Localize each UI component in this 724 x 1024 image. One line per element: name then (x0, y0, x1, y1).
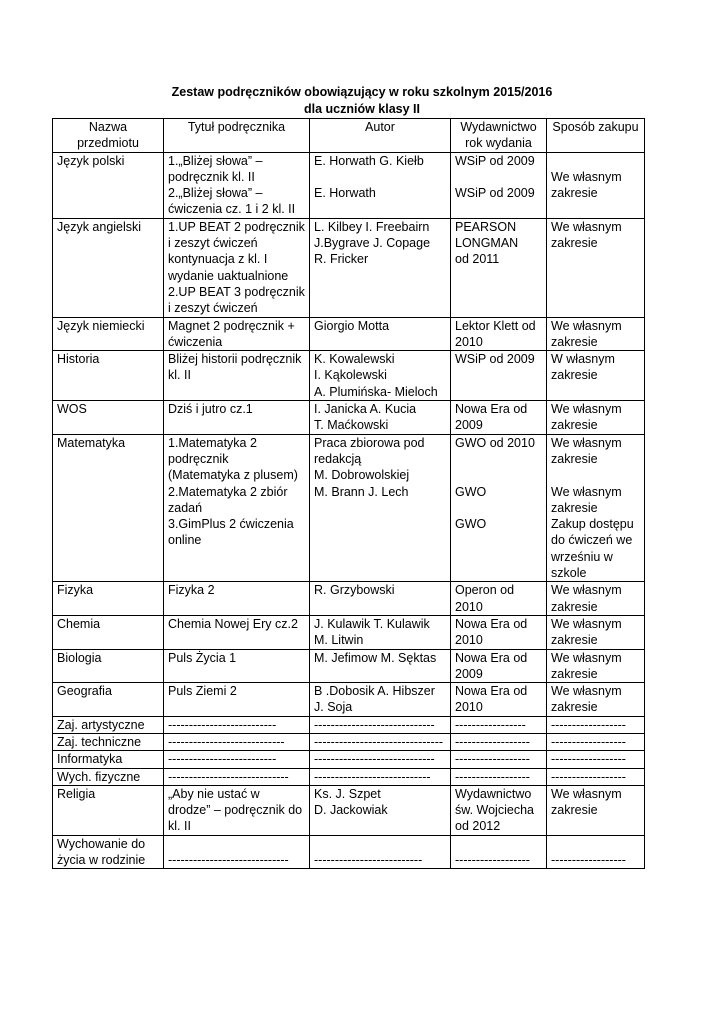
cell-line: WSiP od 2009 (455, 153, 535, 168)
cell-line: Nazwa (88, 120, 128, 134)
cell-line: online (168, 533, 202, 548)
header-publisher (451, 119, 547, 153)
cell-line: E. Horwath G. Kiełb (314, 153, 424, 168)
cell-purchase (547, 683, 645, 717)
cell-line: zakresie (551, 700, 598, 715)
cell-line: Matematyka (57, 435, 126, 450)
cell-line: Nowa Era od (455, 650, 528, 665)
cell-line: We własnym (551, 169, 622, 184)
cell-line: ------------------ (455, 752, 530, 767)
cell-line: rok wydania (465, 136, 532, 151)
cell-line: Dziś i jutro cz.1 (168, 402, 253, 417)
cell-author (310, 683, 451, 717)
cell-author (310, 716, 451, 733)
cell-publisher (451, 751, 547, 768)
table-row (53, 768, 645, 785)
cell-line: LONGMAN (455, 236, 519, 251)
cell-line: ---------------------------- (168, 734, 285, 749)
table-row (53, 152, 645, 218)
cell-line: 1.„Bliżej słowa” – (168, 153, 263, 168)
cell-line: 2010 (455, 633, 483, 648)
cell-line: Wychowanie do (57, 836, 146, 851)
cell-author (310, 751, 451, 768)
table-row (53, 751, 645, 768)
table-body (53, 152, 645, 869)
cell-line: 3.GimPlus 2 ćwiczenia (168, 517, 294, 532)
cell-line: ------------------ (455, 853, 530, 868)
cell-line: Zaj. techniczne (57, 734, 142, 749)
cell-book (164, 733, 310, 750)
cell-line (455, 169, 542, 185)
cell-line: zakresie (551, 803, 598, 818)
cell-line: Historia (57, 352, 100, 367)
cell-line (551, 153, 640, 169)
cell-line: 1.Matematyka 2 (168, 435, 257, 450)
cell-line: zakresie (551, 418, 598, 433)
cell-publisher (451, 733, 547, 750)
cell-book (164, 351, 310, 401)
cell-line: WSiP od 2009 (455, 352, 535, 367)
cell-publisher (451, 434, 547, 582)
cell-publisher (451, 401, 547, 435)
cell-subject (53, 751, 164, 768)
cell-book (164, 751, 310, 768)
cell-line (168, 836, 305, 852)
cell-line (455, 451, 542, 467)
cell-author (310, 733, 451, 750)
cell-line: Zaj. artystyczne (57, 717, 145, 732)
cell-line: Sposób zakupu (552, 120, 639, 134)
cell-line: Chemia (57, 616, 101, 631)
cell-purchase (547, 317, 645, 351)
cell-line: św. Wojciecha (455, 803, 534, 818)
cell-line: 2009 (455, 666, 483, 681)
cell-publisher (451, 351, 547, 401)
cell-line: ----------------------------- (314, 717, 435, 732)
table-header (53, 119, 645, 153)
cell-line: 2010 (455, 599, 483, 614)
cell-book (164, 317, 310, 351)
table-row (53, 649, 645, 683)
cell-line: 2.UP BEAT 3 podręcznik (168, 284, 305, 299)
cell-line (455, 500, 542, 516)
table-row (53, 733, 645, 750)
cell-purchase (547, 582, 645, 616)
cell-line: zakresie (551, 666, 598, 681)
cell-line: Tytuł podręcznika (187, 120, 286, 134)
cell-publisher (451, 649, 547, 683)
cell-line: J.Bygrave J. Copage (314, 236, 431, 251)
cell-line: M. Dobrowolskiej (314, 468, 410, 483)
cell-line: Praca zbiorowa pod (314, 435, 425, 450)
cell-line: Puls Życia 1 (168, 650, 237, 665)
cell-line: ćwiczenia (168, 334, 223, 349)
cell-publisher (451, 683, 547, 717)
cell-line: Wydawnictwo (460, 120, 537, 134)
cell-subject (53, 768, 164, 785)
cell-line: M. Litwin (314, 633, 364, 648)
cell-subject (53, 785, 164, 835)
cell-author (310, 434, 451, 582)
cell-publisher (451, 615, 547, 649)
cell-purchase (547, 351, 645, 401)
cell-book (164, 768, 310, 785)
cell-line: J. Soja (314, 700, 353, 715)
cell-author (310, 152, 451, 218)
cell-purchase (547, 218, 645, 317)
cell-publisher (451, 218, 547, 317)
table-row (53, 317, 645, 351)
cell-line: ------------------ (455, 769, 530, 784)
table-row (53, 351, 645, 401)
cell-line: 2009 (455, 418, 483, 433)
cell-publisher (451, 716, 547, 733)
cell-publisher (451, 785, 547, 835)
textbook-table (52, 118, 645, 869)
cell-line: kl. II (168, 819, 191, 834)
cell-subject (53, 649, 164, 683)
cell-line: 1.UP BEAT 2 podręcznik (168, 219, 305, 234)
cell-line: Geografia (57, 684, 112, 699)
cell-publisher (451, 152, 547, 218)
cell-purchase (547, 835, 645, 869)
cell-author (310, 649, 451, 683)
cell-book (164, 582, 310, 616)
cell-purchase (547, 152, 645, 218)
cell-publisher (451, 582, 547, 616)
cell-line: Lektor Klett od (455, 318, 536, 333)
cell-line: ---------------------------- (314, 769, 431, 784)
cell-line: I. Janicka A. Kucia (314, 402, 417, 417)
cell-line: W własnym (551, 352, 615, 367)
cell-line: M. Jefimow M. Sęktas (314, 650, 437, 665)
cell-line: -------------------------- (168, 717, 277, 732)
cell-line: Fizyka (57, 583, 94, 598)
cell-book (164, 615, 310, 649)
cell-author (310, 317, 451, 351)
cell-line: Język polski (57, 153, 125, 168)
cell-line: Ks. J. Szpet (314, 786, 381, 801)
cell-line: ćwiczenia cz. 1 i 2 kl. II (168, 202, 296, 217)
cell-line: Fizyka 2 (168, 583, 215, 598)
cell-subject (53, 582, 164, 616)
cell-author (310, 218, 451, 317)
cell-line: We własnym (551, 583, 622, 598)
cell-line: zakresie (551, 236, 598, 251)
cell-author (310, 785, 451, 835)
cell-line: 2010 (455, 334, 483, 349)
cell-line: R. Fricker (314, 252, 369, 267)
cell-line: Język niemiecki (57, 318, 145, 333)
cell-line: M. Brann J. Lech (314, 484, 409, 499)
cell-line: We własnym (551, 650, 622, 665)
cell-line: ------------------------------- (314, 734, 444, 749)
cell-line: We własnym (551, 616, 622, 631)
cell-line: od 2011 (455, 252, 500, 267)
cell-subject (53, 401, 164, 435)
cell-line: GWO (455, 517, 487, 532)
cell-line: kl. II (168, 368, 191, 383)
cell-line: Giorgio Motta (314, 318, 390, 333)
cell-line: ----------------- (455, 717, 526, 732)
cell-line: zakresie (551, 368, 598, 383)
cell-line: wrześniu w (551, 549, 613, 564)
cell-line: WSiP od 2009 (455, 186, 535, 201)
cell-line: zadań (168, 500, 203, 515)
cell-line (551, 467, 640, 483)
cell-line (551, 836, 640, 852)
cell-author (310, 768, 451, 785)
cell-publisher (451, 317, 547, 351)
cell-subject (53, 317, 164, 351)
cell-line: Religia (57, 786, 96, 801)
cell-line (314, 169, 446, 185)
cell-line: podręcznik (168, 451, 229, 466)
cell-purchase (547, 751, 645, 768)
cell-line: ----------------------------- (168, 769, 289, 784)
cell-line: zakresie (551, 599, 598, 614)
cell-line: Język angielski (57, 219, 142, 234)
cell-subject (53, 716, 164, 733)
cell-line: -------------------------- (168, 752, 277, 767)
cell-line: ----------------------------- (314, 752, 435, 767)
cell-line: ------------------ (551, 717, 626, 732)
cell-line: Autor (365, 120, 395, 134)
cell-purchase (547, 733, 645, 750)
cell-subject (53, 683, 164, 717)
cell-line: zakresie (551, 334, 598, 349)
cell-purchase (547, 785, 645, 835)
cell-line: życia w rodzinie (57, 853, 146, 868)
table-row (53, 785, 645, 835)
header-book (164, 119, 310, 153)
cell-line: podręcznik kl. II (168, 169, 255, 184)
cell-book (164, 716, 310, 733)
cell-line: i zeszyt ćwiczeń (168, 301, 258, 316)
cell-subject (53, 434, 164, 582)
cell-line: Puls Ziemi 2 (168, 684, 237, 699)
cell-subject (53, 835, 164, 869)
table-row (53, 835, 645, 869)
table-row (53, 716, 645, 733)
cell-purchase (547, 434, 645, 582)
cell-author (310, 582, 451, 616)
cell-subject (53, 152, 164, 218)
cell-author (310, 615, 451, 649)
cell-line: i zeszyt ćwiczeń (168, 236, 258, 251)
cell-line: zakresie (551, 186, 598, 201)
cell-line (314, 836, 446, 852)
cell-line: GWO od 2010 (455, 435, 535, 450)
cell-line: Wych. fizyczne (57, 769, 141, 784)
cell-line: „Aby nie ustać w (168, 786, 260, 801)
cell-line: do ćwiczeń we (551, 533, 633, 548)
cell-subject (53, 218, 164, 317)
cell-purchase (547, 649, 645, 683)
header-purchase (547, 119, 645, 153)
cell-line: ------------------ (551, 734, 626, 749)
cell-line: ------------------ (551, 769, 626, 784)
cell-book (164, 785, 310, 835)
table-row (53, 582, 645, 616)
cell-line: D. Jackowiak (314, 803, 388, 818)
cell-purchase (547, 401, 645, 435)
cell-line: Wydawnictwo (455, 786, 532, 801)
cell-line: Chemia Nowej Ery cz.2 (168, 616, 298, 631)
cell-line: wydanie uaktualnione (168, 268, 289, 283)
document-subtitle: dla uczniów klasy II (303, 102, 420, 116)
cell-line: Nowa Era od (455, 684, 528, 699)
cell-line: R. Grzybowski (314, 583, 395, 598)
cell-author (310, 351, 451, 401)
cell-subject (53, 733, 164, 750)
cell-line: drodze” – podręcznik do (168, 803, 303, 818)
cell-line: ------------------ (551, 752, 626, 767)
cell-publisher (451, 835, 547, 869)
cell-line: WOS (57, 402, 87, 417)
cell-line: L. Kilbey I. Freebairn (314, 219, 430, 234)
cell-purchase (547, 716, 645, 733)
cell-line: E. Horwath (314, 186, 376, 201)
cell-line: Magnet 2 podręcznik + (168, 318, 295, 333)
cell-subject (53, 351, 164, 401)
cell-purchase (547, 768, 645, 785)
document-title: Zestaw podręczników obowiązujący w roku szkolnym 2015/2016 (171, 85, 553, 99)
cell-book (164, 649, 310, 683)
cell-author (310, 835, 451, 869)
cell-line: zakresie (551, 633, 598, 648)
cell-line: (Matematyka z plusem) (168, 468, 298, 483)
cell-line: T. Maćkowski (314, 418, 389, 433)
cell-line: ----------------------------- (168, 853, 289, 868)
cell-book (164, 683, 310, 717)
table-row (53, 401, 645, 435)
cell-line: 2010 (455, 700, 483, 715)
cell-book (164, 152, 310, 218)
cell-line: K. Kowalewski (314, 352, 395, 367)
table-row (53, 218, 645, 317)
cell-subject (53, 615, 164, 649)
cell-line: redakcją (314, 451, 362, 466)
table-row (53, 615, 645, 649)
cell-line: We własnym (551, 684, 622, 699)
cell-publisher (451, 768, 547, 785)
header-subject (53, 119, 164, 153)
table-header-row (53, 119, 645, 153)
cell-book (164, 835, 310, 869)
cell-line: Bliżej historii podręcznik (168, 352, 302, 367)
cell-line: przedmiotu (77, 136, 139, 151)
table-row (53, 434, 645, 582)
cell-purchase (547, 615, 645, 649)
cell-line: ------------------ (455, 734, 530, 749)
cell-line: Zakup dostępu (551, 517, 634, 532)
cell-line: Informatyka (57, 752, 123, 767)
cell-line: We własnym (551, 484, 622, 499)
cell-line: Nowa Era od (455, 402, 528, 417)
cell-book (164, 434, 310, 582)
cell-line: 2.Matematyka 2 zbiór (168, 484, 288, 499)
cell-line (455, 836, 542, 852)
cell-book (164, 218, 310, 317)
cell-line: Nowa Era od (455, 616, 528, 631)
cell-line: od 2012 (455, 819, 501, 834)
cell-line: Operon od (455, 583, 515, 598)
table-row (53, 683, 645, 717)
cell-author (310, 401, 451, 435)
cell-line (455, 467, 542, 483)
cell-line: We własnym (551, 402, 622, 417)
cell-line: J. Kulawik T. Kulawik (314, 616, 430, 631)
cell-line: I. Kąkolewski (314, 368, 387, 383)
cell-line: We własnym (551, 435, 622, 450)
cell-line: zakresie (551, 500, 598, 515)
cell-line: -------------------------- (314, 853, 423, 868)
cell-line: GWO (455, 484, 487, 499)
cell-line: Biologia (57, 650, 102, 665)
cell-line: szkole (551, 566, 587, 581)
cell-line: We własnym (551, 219, 622, 234)
cell-line: B .Dobosik A. Hibszer (314, 684, 435, 699)
cell-line: A. Plumińska- Mieloch (314, 384, 438, 399)
cell-book (164, 401, 310, 435)
cell-line: kontynuacja z kl. I (168, 252, 268, 267)
cell-line: PEARSON (455, 219, 517, 234)
cell-line: ------------------ (551, 853, 626, 868)
header-author (310, 119, 451, 153)
cell-line: zakresie (551, 451, 598, 466)
cell-line: We własnym (551, 318, 622, 333)
cell-line: We własnym (551, 786, 622, 801)
cell-line: 2.„Bliżej słowa” – (168, 186, 263, 201)
